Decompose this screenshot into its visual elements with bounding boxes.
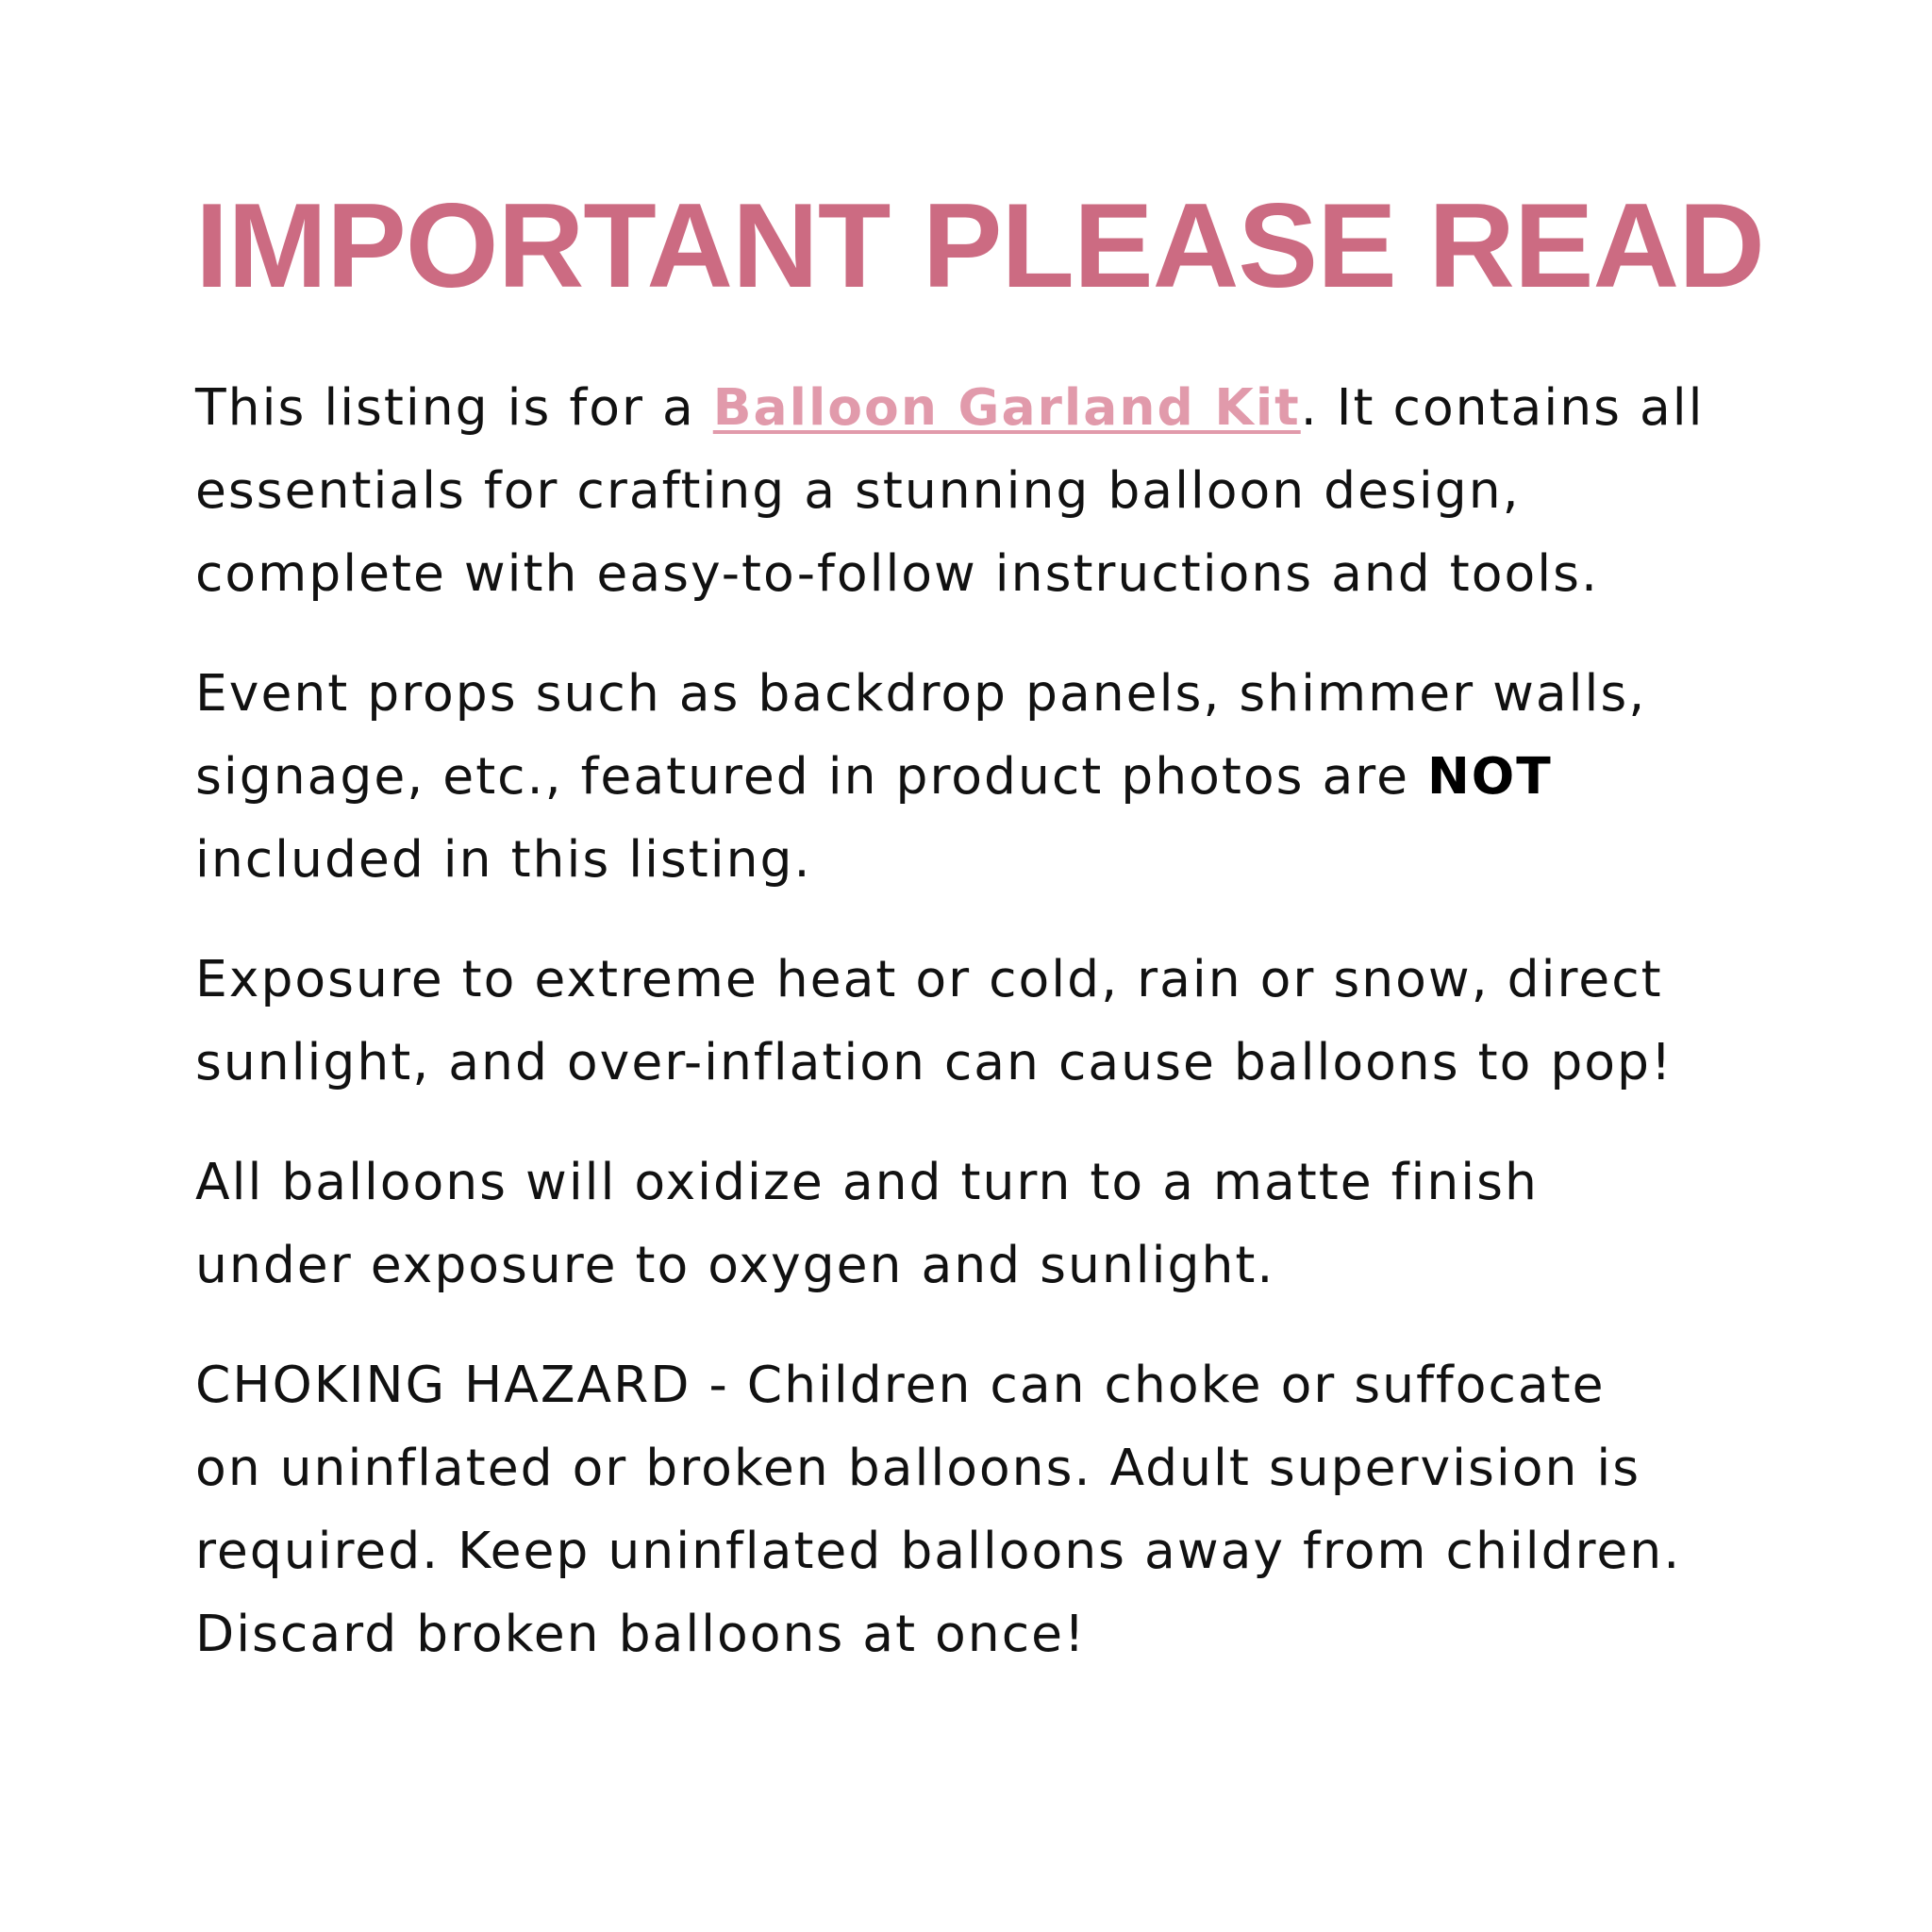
balloon-garland-kit-link[interactable]: Balloon Garland Kit xyxy=(712,377,1301,437)
not-emphasis: NOT xyxy=(1427,746,1553,806)
exposure-warning xyxy=(195,938,1875,1104)
listing-line-3: complete with easy-to-follow instructions and tools. xyxy=(195,543,1599,603)
oxidation-note xyxy=(195,1141,1875,1307)
listing-text-start: This listing is for a xyxy=(195,377,713,437)
hazard-line-2: on uninflated or broken balloons. Adult supervision is xyxy=(195,1438,1641,1497)
listing-description xyxy=(195,366,1875,615)
hazard-line-3: required. Keep uninflated balloons away from children. xyxy=(195,1521,1682,1580)
props-line-2: signage, etc., featured in product photos are xyxy=(195,746,1427,806)
props-line-1: Event props such as backdrop panels, shimmer walls, xyxy=(195,663,1647,723)
listing-text-end: . It contains all xyxy=(1300,377,1705,437)
props-notice xyxy=(195,652,1875,901)
exposure-line-1: Exposure to extreme heat or cold, rain or snow, direct xyxy=(195,949,1663,1008)
page-title: IMPORTANT PLEASE READ xyxy=(195,178,1764,312)
oxidation-line-2: under exposure to oxygen and sunlight. xyxy=(195,1235,1275,1294)
exposure-line-2: sunlight, and over-inflation can cause balloons to pop! xyxy=(195,1032,1674,1091)
oxidation-line-1: All balloons will oxidize and turn to a matte finish xyxy=(195,1152,1539,1211)
choking-hazard-warning xyxy=(195,1343,1875,1675)
hazard-line-4: Discard broken balloons at once! xyxy=(195,1604,1087,1663)
props-line-3: included in this listing. xyxy=(195,829,812,889)
listing-line-2: essentials for crafting a stunning balloon design, xyxy=(195,460,1521,520)
hazard-line-1: CHOKING HAZARD - Children can choke or suffocate xyxy=(195,1355,1606,1414)
